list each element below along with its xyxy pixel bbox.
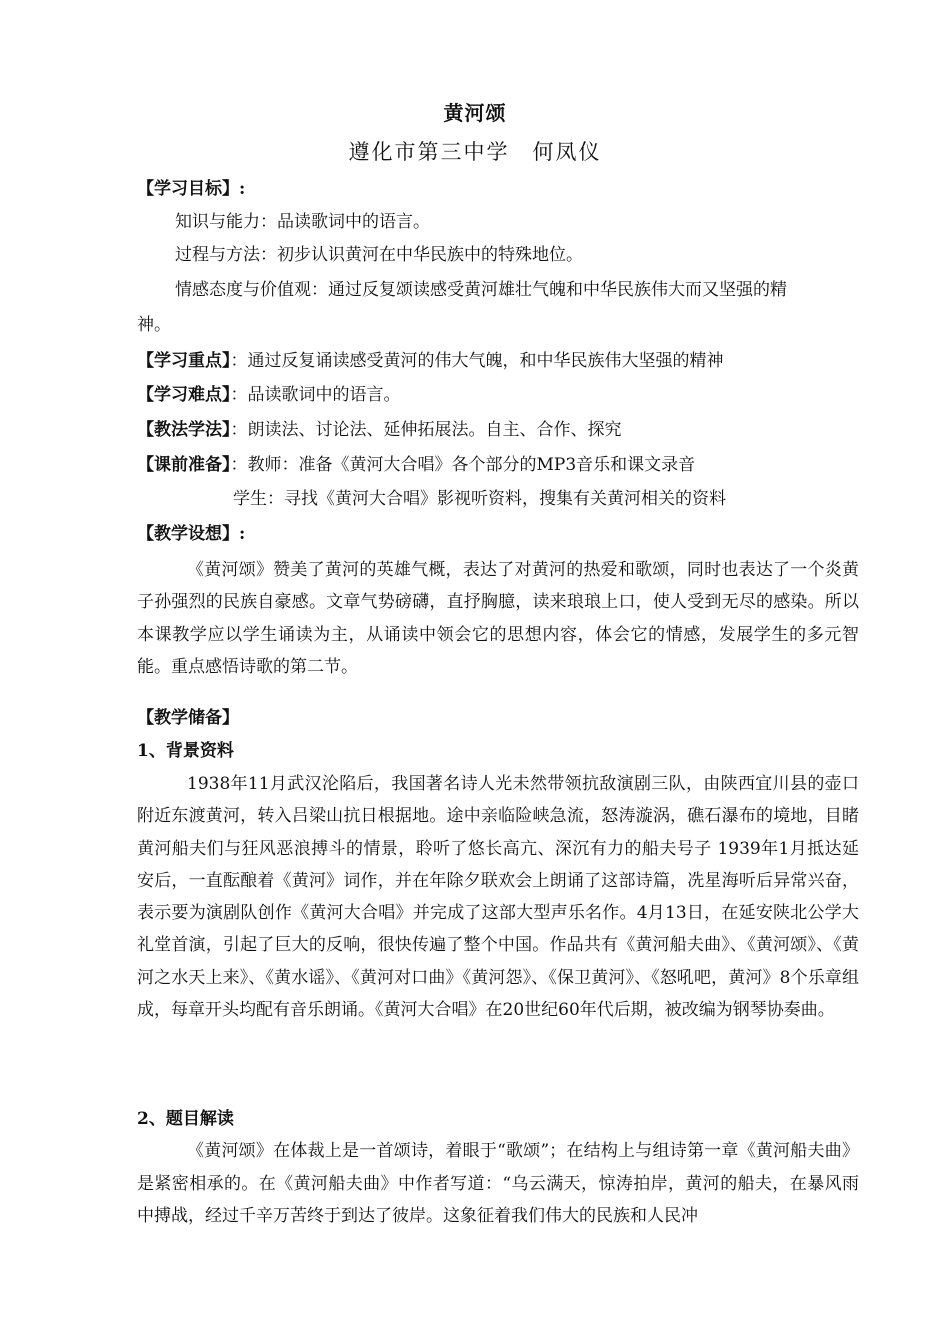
prep — [137, 454, 695, 476]
key-points-text: ：通过反复诵读感受黄河的伟大气魄，和中华民族伟大坚强的精神 — [230, 351, 724, 371]
background-paragraph: 1938年11月武汉沦陷后，我国著名诗人光未然带领抗敌演剧三队，由陕西宜川县的壶口附近东渡黄河，转入吕梁山抗日根据地。途中亲临险峡急流，怒涛漩涡，礁石瀑布的境地，目睹黄河船夫们与狂风恶浪搏斗的情景，聆听了悠长高亢、深沉有力的船夫号子 1939年1月抵达延安后，一直酝酿着《黄河》词作，并在年除夕联欢会上朗诵了这部诗篇，冼星海听后异常兴奋，表示要为演剧队创作《黄河大合唱》并完成了这部大型声乐名作。4月13日，在延安陕北公学大礼堂首演，引起了巨大的反响，很快传遍了整个中国。作品共有《黄河船夫曲》、《黄河颂》、《黄河之水天上来》、《黄水谣》、《黄河对口曲》《黄河怨》、《保卫黄河》、《怒吼吧，黄河》8个乐章组成，每章开头均配有音乐朗诵。《黄河大合唱》在20世纪60年代后期，被改编为钢琴协奏曲。 — [137, 774, 859, 1021]
difficulties-text: ：品读歌词中的语言。 — [230, 385, 401, 405]
methods — [137, 419, 622, 441]
background-heading: 1、背景资料 — [137, 741, 234, 761]
goals-heading: 【学习目标】: — [137, 179, 246, 199]
reserve-heading: 【教学储备】 — [137, 708, 239, 728]
goal-emotion-line1: 情感态度与价值观：通过反复颂读感受黄河雄壮气魄和中华民族伟大而又坚强的精 — [175, 280, 787, 300]
document-subtitle: 遵化市第三中学 何凤仪 — [348, 140, 602, 164]
methods-heading: 【教法学法】 — [137, 420, 231, 440]
goal-knowledge: 知识与能力：品读歌词中的语言。 — [175, 212, 430, 232]
difficulties — [137, 384, 401, 406]
key-points-heading: 【学习重点】 — [137, 351, 231, 371]
difficulties-heading: 【学习难点】 — [137, 385, 231, 405]
title-reading-paragraph: 《黄河颂》在体裁上是一首颂诗，着眼于“歌颂”；在结构上与组诗第一章《黄河船夫曲》是紧密相承的。在《黄河船夫曲》中作者写道：“乌云满天，惊涛拍岸，黄河的船夫，在暴风雨中搏战，经过千辛万苦终于到达了彼岸。这象征着我们伟大的民族和人民冲 — [137, 1141, 859, 1226]
methods-text: ：朗读法、讨论法、延伸拓展法。自主、合作、探究 — [230, 420, 622, 440]
document-title: 黄河颂 — [443, 101, 507, 125]
prep-teacher: ：教师：准备《黄河大合唱》各个部分的MP3音乐和课文录音 — [230, 455, 696, 475]
prep-student: 学生：寻找《黄河大合唱》影视听资料，搜集有关黄河相关的资料 — [233, 489, 726, 509]
design-heading: 【教学设想】: — [137, 524, 246, 544]
prep-heading: 【课前准备】 — [137, 455, 231, 475]
title-reading-heading: 2、题目解读 — [137, 1109, 234, 1129]
goal-process: 过程与方法：初步认识黄河在中华民族中的特殊地位。 — [175, 245, 583, 265]
goal-emotion-line2: 神。 — [137, 315, 171, 335]
design-paragraph: 《黄河颂》赞美了黄河的英雄气概，表达了对黄河的热爱和歌颂，同时也表达了一个炎黄子孙强烈的民族自豪感。文章气势磅礴，直抒胸臆，读来琅琅上口，使人受到无尽的感染。所以本课教学应以学生诵读为主，从诵读中领会它的思想内容，体会它的情感，发展学生的多元智能。重点感悟诗歌的第二节。 — [137, 560, 859, 677]
key-points — [137, 350, 724, 372]
